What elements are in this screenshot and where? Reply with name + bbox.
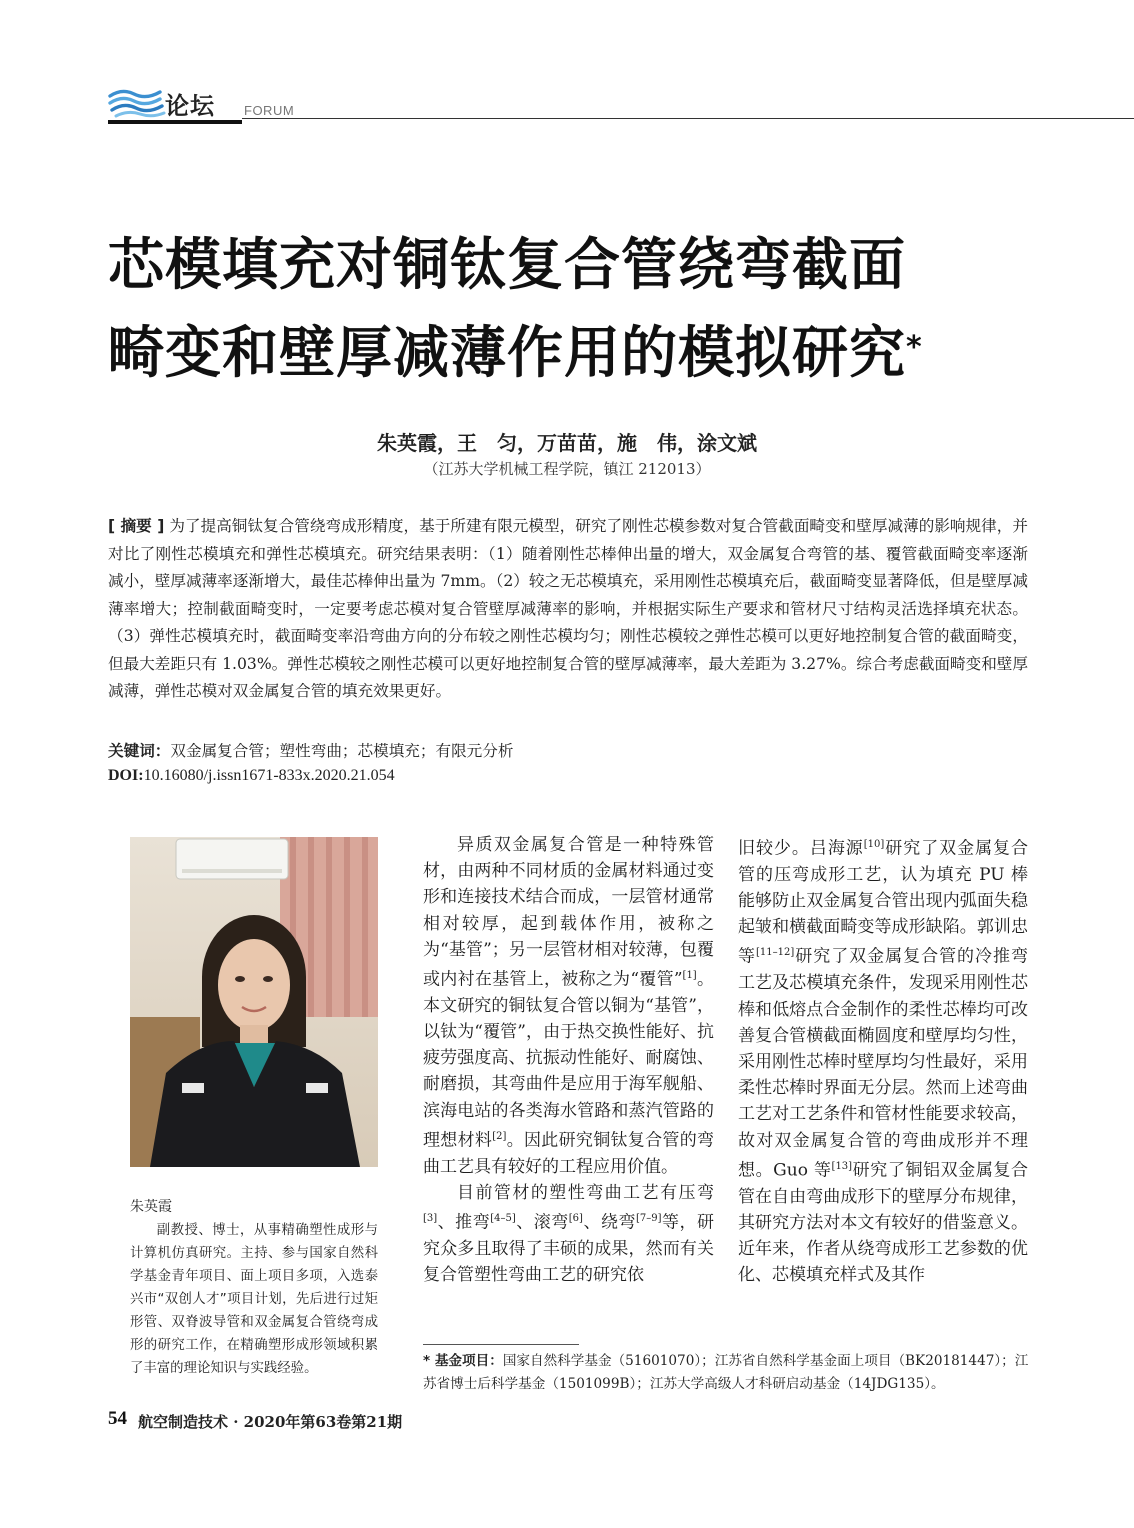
citation: [7–9]	[635, 1213, 662, 1225]
abstract	[108, 513, 1028, 706]
citation: [2]	[492, 1130, 507, 1142]
doi-text: 10.16080/j.issn1671-833x.2020.21.054	[143, 767, 395, 784]
footnote-text: 国家自然科学基金（51601070）；江苏省自然科学基金面上项目（BK20181447）；江苏省博士后科学基金（1501099B）；江苏大学高级人才科研启动基金（14JDG135）。	[423, 1353, 1029, 1392]
article-title	[108, 222, 1068, 398]
header-rule-thick	[108, 120, 242, 124]
page-number: 54	[108, 1408, 127, 1429]
footnote-label: * 基金项目：	[423, 1353, 503, 1369]
header-rule-thin	[242, 118, 1134, 119]
abstract-label: [ 摘要 ]	[108, 517, 165, 535]
citation: [4–5]	[490, 1213, 516, 1225]
title-footnote-mark: *	[906, 330, 923, 365]
abstract-text: 为了提高铜钛复合管绕弯成形精度，基于所建有限元模型，研究了刚性芯模参数对复合管截面畸变和壁厚减薄的影响规律，并对比了刚性芯模填充和弹性芯模填充。研究结果表明：（1）随着刚性芯棒伸出量的增大，双金属复合弯管的基、覆管截面畸变率逐渐减小，壁厚减薄率逐渐增大，最佳芯棒伸出量为 7mm。（2）较之无芯模填充，采用刚性芯模填充后，截面畸变显著降低，但是壁厚减薄率增大；控制截面畸变时，一定要考虑芯模对复合管壁厚减薄率的影响，并根据实际生产要求和管材尺寸结构灵活选择填充状态。（3）弹性芯模填充时，截面畸变率沿弯曲方向的分布较之刚性芯模均匀；刚性芯模较之弹性芯模可以更好地控制复合管的截面畸变，但最大差距只有 1.03%。弹性芯模较之刚性芯模可以更好地控制复合管的壁厚减薄率，最大差距为 3.27%。综合考虑截面畸变和壁厚减薄，弹性芯模对双金属复合管的填充效果更好。	[108, 517, 1028, 700]
bio-name: 朱英霞	[130, 1199, 172, 1215]
doi-label: DOI:	[108, 767, 144, 784]
citation: [11–12]	[755, 947, 795, 959]
body-paragraph-2-continued: 旧较少。吕海源[10]研究了双金属复合管的压弯成形工艺，认为填充 PU 棒能够防止双金属复合管出现内弧面失稳起皱和横截面畸变等成形缺陷。郭训忠等[11–12]研究了双金属复合管的冷推弯工艺及芯模填充条件，发现采用刚性芯棒和低熔点合金制作的柔性芯棒均可改善复合管横截面椭圆度和壁厚均匀性，采用刚性芯棒时壁厚均匀性最好，采用柔性芯棒时界面无分层。然而上述弯曲工艺对工艺条件和管材性能要求较高，故对双金属复合管的弯曲成形并不理想。Guo 等[13]研究了铜铝双金属复合管在自由弯曲成形下的壁厚分布规律，其研究方法对本文有较好的借鉴意义。近年来，作者从绕弯成形工艺参数的优化、芯模填充样式及其作	[738, 838, 1029, 1286]
body-paragraph-1: 异质双金属复合管是一种特殊管材，由两种不同材质的金属材料通过变形和连接技术结合而成，一层管材通常相对较厚，起到载体作用，被称之为“基管”；另一层管材相对较薄，包覆或内衬在基管上，被称之为“覆管”[1]。本文研究的铜钛复合管以铜为“基管”，以钛为“覆管”，由于热交换性能好、抗疲劳强度高、抗振动性能好、耐腐蚀、耐磨损，其弯曲件是应用于海军舰船、滨海电站的各类海水管路和蒸汽管路的理想材料[2]。因此研究铜钛复合管的弯曲工艺具有较好的工程应用价值。	[423, 835, 715, 1177]
author-list: 朱英霞，王 匀，万苗苗，施 伟，涂文斌	[377, 431, 757, 455]
forum-waves-logo	[108, 84, 168, 120]
doi	[108, 767, 395, 785]
section-subtitle: FORUM	[244, 103, 295, 118]
bio-text: 副教授、博士，从事精确塑性成形与计算机仿真研究。主持、参与国家自然科学基金青年项目、面上项目多项，入选泰兴市“双创人才”项目计划，先后进行过矩形管、双脊波导管和双金属复合管绕弯成形的研究工作，在精确塑形成形领域积累了丰富的理论知识与实践经验。	[130, 1223, 378, 1376]
body-column-1	[423, 832, 714, 1288]
body-paragraph-2: 目前管材的塑性弯曲工艺有压弯[3]、推弯[4–5]、滚弯[6]、绕弯[7–9]等，研究众多且取得了丰硕的成果，然而有关复合管塑性弯曲工艺的研究依	[423, 1182, 715, 1286]
keywords	[108, 739, 1028, 761]
footnote-rule	[423, 1344, 579, 1345]
section-title: 论坛	[165, 92, 215, 120]
journal-citation: 航空制造技术 · 2020年第63卷第21期	[138, 1413, 403, 1431]
keywords-label: 关键词：	[108, 742, 171, 760]
citation: [10]	[863, 839, 885, 850]
citation: [13]	[831, 1160, 853, 1172]
citation: [6]	[568, 1213, 583, 1225]
title-line-2: 畸变和壁厚减薄作用的模拟研究*	[108, 321, 923, 386]
affiliation: （江苏大学机械工程学院，镇江 212013）	[423, 460, 711, 478]
author-photo	[130, 837, 378, 1167]
keywords-text: 双金属复合管；塑性弯曲；芯模填充；有限元分析	[170, 742, 514, 760]
citation: [3]	[423, 1213, 438, 1225]
body-column-2	[738, 832, 1028, 1288]
funding-footnote	[423, 1350, 1033, 1396]
citation: [1]	[682, 970, 697, 982]
title-line-1: 芯模填充对铜钛复合管绕弯截面	[108, 233, 906, 298]
